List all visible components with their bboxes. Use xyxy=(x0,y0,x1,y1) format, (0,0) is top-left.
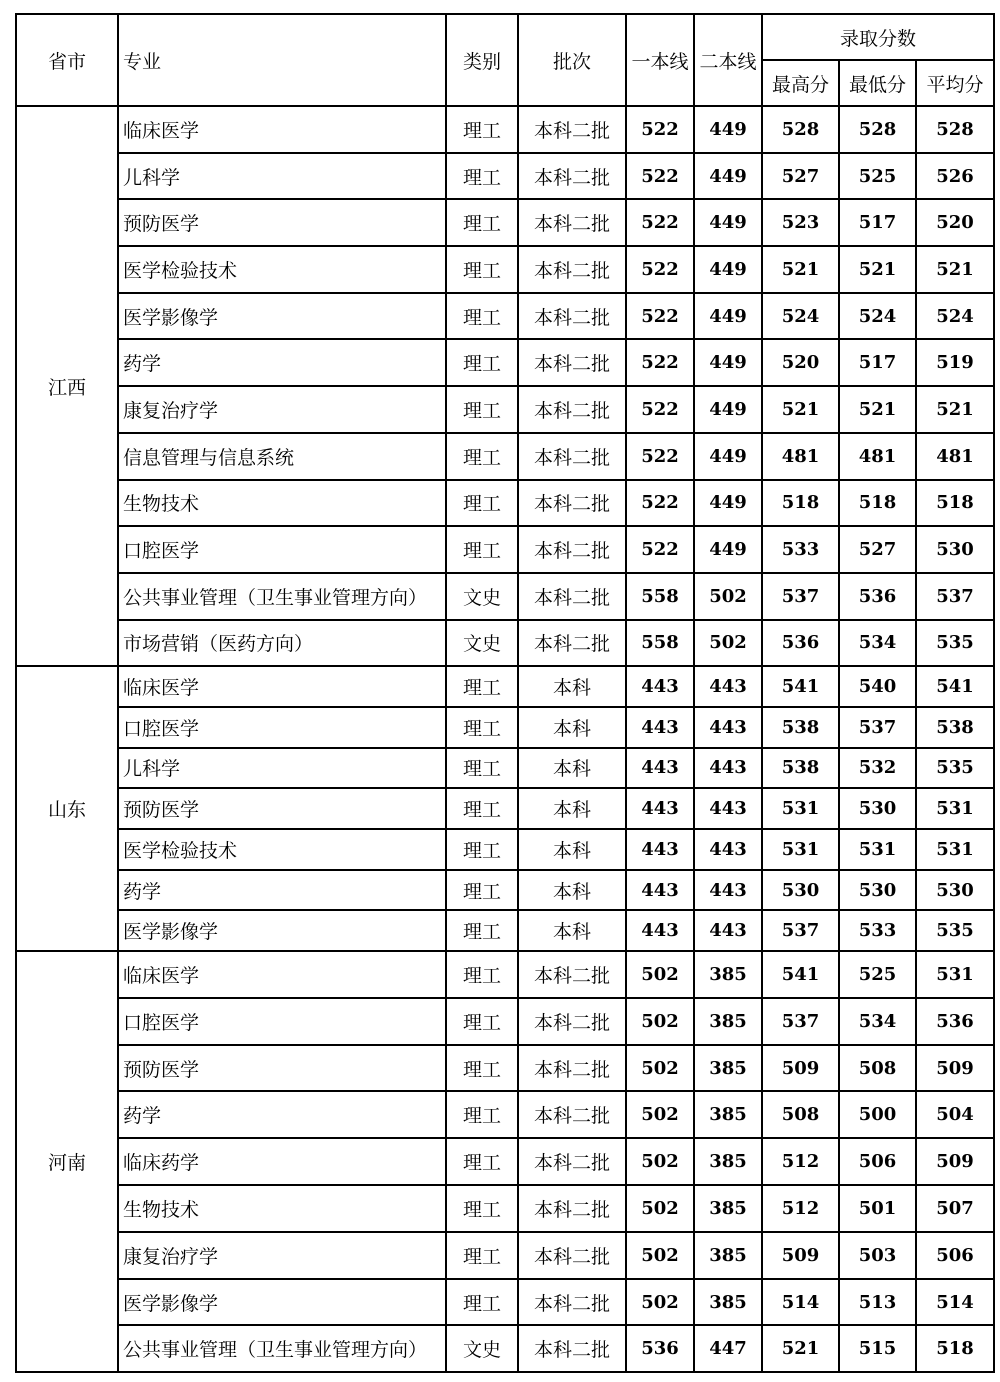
cell-line1: 502 xyxy=(626,998,694,1045)
cell-line2: 443 xyxy=(694,666,762,707)
cell-batch: 本科二批 xyxy=(518,526,626,573)
cell-line2: 443 xyxy=(694,870,762,911)
cell-max: 537 xyxy=(762,573,839,620)
table-row xyxy=(16,526,994,573)
cell-min: 503 xyxy=(839,1232,916,1279)
cell-batch: 本科二批 xyxy=(518,1091,626,1138)
table-row xyxy=(16,1185,994,1232)
cell-avg: 530 xyxy=(916,870,994,911)
cell-line1: 536 xyxy=(626,1325,694,1372)
cell-category: 理工 xyxy=(446,870,518,911)
cell-line2: 447 xyxy=(694,1325,762,1372)
cell-batch: 本科二批 xyxy=(518,433,626,480)
cell-batch: 本科二批 xyxy=(518,951,626,998)
cell-max: 538 xyxy=(762,748,839,789)
cell-category: 理工 xyxy=(446,153,518,200)
header-max: 最高分 xyxy=(762,60,839,106)
cell-min: 536 xyxy=(839,573,916,620)
cell-min: 531 xyxy=(839,829,916,870)
cell-max: 518 xyxy=(762,480,839,527)
table-row xyxy=(16,1232,994,1279)
cell-line1: 522 xyxy=(626,246,694,293)
cell-batch: 本科二批 xyxy=(518,1185,626,1232)
cell-category: 理工 xyxy=(446,951,518,998)
cell-batch: 本科二批 xyxy=(518,1325,626,1372)
cell-line1: 502 xyxy=(626,1091,694,1138)
admission-scores-table xyxy=(15,13,995,1373)
cell-max: 521 xyxy=(762,386,839,433)
cell-batch: 本科二批 xyxy=(518,106,626,153)
cell-major: 医学检验技术 xyxy=(118,829,446,870)
table-row xyxy=(16,1091,994,1138)
cell-avg: 531 xyxy=(916,829,994,870)
cell-max: 512 xyxy=(762,1138,839,1185)
table-row xyxy=(16,573,994,620)
cell-line1: 443 xyxy=(626,910,694,951)
table-row xyxy=(16,748,994,789)
cell-batch: 本科 xyxy=(518,666,626,707)
cell-province: 江西 xyxy=(16,106,118,666)
cell-line2: 443 xyxy=(694,829,762,870)
cell-line1: 522 xyxy=(626,339,694,386)
cell-line2: 449 xyxy=(694,153,762,200)
cell-avg: 535 xyxy=(916,910,994,951)
table-row xyxy=(16,707,994,748)
cell-category: 理工 xyxy=(446,199,518,246)
cell-max: 533 xyxy=(762,526,839,573)
cell-max: 531 xyxy=(762,829,839,870)
cell-min: 525 xyxy=(839,951,916,998)
cell-min: 540 xyxy=(839,666,916,707)
cell-line1: 522 xyxy=(626,433,694,480)
table-row xyxy=(16,1045,994,1092)
table-row xyxy=(16,951,994,998)
cell-batch: 本科二批 xyxy=(518,386,626,433)
header-major: 专业 xyxy=(118,14,446,106)
cell-major: 医学影像学 xyxy=(118,293,446,340)
cell-min: 517 xyxy=(839,199,916,246)
cell-avg: 538 xyxy=(916,707,994,748)
cell-max: 541 xyxy=(762,666,839,707)
cell-max: 536 xyxy=(762,620,839,667)
table-row xyxy=(16,293,994,340)
cell-category: 理工 xyxy=(446,246,518,293)
cell-avg: 541 xyxy=(916,666,994,707)
cell-major: 药学 xyxy=(118,339,446,386)
cell-category: 理工 xyxy=(446,1279,518,1326)
cell-line2: 385 xyxy=(694,1185,762,1232)
table-row xyxy=(16,386,994,433)
cell-major: 医学检验技术 xyxy=(118,246,446,293)
table-row xyxy=(16,1325,994,1372)
cell-max: 531 xyxy=(762,788,839,829)
cell-avg: 509 xyxy=(916,1045,994,1092)
cell-major: 市场营销（医药方向） xyxy=(118,620,446,667)
cell-line1: 522 xyxy=(626,480,694,527)
cell-min: 500 xyxy=(839,1091,916,1138)
cell-max: 528 xyxy=(762,106,839,153)
cell-max: 537 xyxy=(762,910,839,951)
cell-category: 理工 xyxy=(446,1091,518,1138)
cell-province: 山东 xyxy=(16,666,118,951)
cell-major: 临床医学 xyxy=(118,951,446,998)
cell-min: 534 xyxy=(839,998,916,1045)
table-row xyxy=(16,1279,994,1326)
table-row xyxy=(16,433,994,480)
header-scores-group: 录取分数 xyxy=(762,14,994,60)
cell-line2: 449 xyxy=(694,106,762,153)
table-body xyxy=(16,106,994,1372)
cell-category: 文史 xyxy=(446,1325,518,1372)
cell-batch: 本科二批 xyxy=(518,199,626,246)
cell-max: 509 xyxy=(762,1232,839,1279)
cell-batch: 本科二批 xyxy=(518,1045,626,1092)
table-row xyxy=(16,153,994,200)
table-row xyxy=(16,666,994,707)
cell-min: 515 xyxy=(839,1325,916,1372)
cell-batch: 本科二批 xyxy=(518,293,626,340)
cell-line2: 502 xyxy=(694,573,762,620)
cell-avg: 524 xyxy=(916,293,994,340)
cell-category: 文史 xyxy=(446,573,518,620)
cell-category: 理工 xyxy=(446,386,518,433)
cell-line2: 385 xyxy=(694,1045,762,1092)
cell-min: 527 xyxy=(839,526,916,573)
cell-major: 康复治疗学 xyxy=(118,386,446,433)
cell-line2: 449 xyxy=(694,386,762,433)
cell-max: 523 xyxy=(762,199,839,246)
cell-min: 533 xyxy=(839,910,916,951)
cell-line1: 502 xyxy=(626,1045,694,1092)
cell-avg: 526 xyxy=(916,153,994,200)
cell-line1: 502 xyxy=(626,1185,694,1232)
cell-line2: 449 xyxy=(694,433,762,480)
table-row xyxy=(16,480,994,527)
table-row xyxy=(16,788,994,829)
header-line1: 一本线 xyxy=(626,14,694,106)
cell-category: 理工 xyxy=(446,1045,518,1092)
cell-line1: 443 xyxy=(626,788,694,829)
cell-major: 药学 xyxy=(118,870,446,911)
cell-avg: 535 xyxy=(916,748,994,789)
cell-max: 514 xyxy=(762,1279,839,1326)
table-row xyxy=(16,829,994,870)
cell-batch: 本科二批 xyxy=(518,1138,626,1185)
cell-max: 537 xyxy=(762,998,839,1045)
cell-line1: 502 xyxy=(626,1232,694,1279)
cell-batch: 本科二批 xyxy=(518,998,626,1045)
cell-line1: 502 xyxy=(626,1279,694,1326)
cell-max: 521 xyxy=(762,1325,839,1372)
cell-line1: 522 xyxy=(626,526,694,573)
cell-max: 521 xyxy=(762,246,839,293)
cell-line2: 443 xyxy=(694,788,762,829)
cell-major: 药学 xyxy=(118,1091,446,1138)
cell-category: 理工 xyxy=(446,829,518,870)
cell-batch: 本科 xyxy=(518,788,626,829)
cell-category: 理工 xyxy=(446,293,518,340)
table-row xyxy=(16,106,994,153)
table-row xyxy=(16,339,994,386)
cell-min: 501 xyxy=(839,1185,916,1232)
cell-line2: 385 xyxy=(694,1091,762,1138)
cell-batch: 本科二批 xyxy=(518,1232,626,1279)
cell-min: 518 xyxy=(839,480,916,527)
cell-major: 儿科学 xyxy=(118,153,446,200)
cell-line2: 449 xyxy=(694,339,762,386)
cell-line1: 558 xyxy=(626,620,694,667)
cell-category: 理工 xyxy=(446,910,518,951)
cell-avg: 530 xyxy=(916,526,994,573)
cell-min: 530 xyxy=(839,788,916,829)
cell-min: 525 xyxy=(839,153,916,200)
cell-max: 512 xyxy=(762,1185,839,1232)
cell-category: 理工 xyxy=(446,1232,518,1279)
cell-category: 理工 xyxy=(446,1185,518,1232)
cell-avg: 514 xyxy=(916,1279,994,1326)
cell-min: 521 xyxy=(839,246,916,293)
cell-category: 理工 xyxy=(446,433,518,480)
table-row xyxy=(16,246,994,293)
cell-avg: 506 xyxy=(916,1232,994,1279)
cell-line2: 449 xyxy=(694,293,762,340)
cell-batch: 本科二批 xyxy=(518,620,626,667)
cell-line2: 449 xyxy=(694,480,762,527)
cell-max: 508 xyxy=(762,1091,839,1138)
cell-avg: 521 xyxy=(916,386,994,433)
cell-avg: 481 xyxy=(916,433,994,480)
cell-line1: 502 xyxy=(626,1138,694,1185)
cell-max: 524 xyxy=(762,293,839,340)
cell-category: 理工 xyxy=(446,788,518,829)
cell-avg: 536 xyxy=(916,998,994,1045)
cell-major: 预防医学 xyxy=(118,199,446,246)
cell-batch: 本科二批 xyxy=(518,339,626,386)
cell-line1: 443 xyxy=(626,748,694,789)
cell-line2: 385 xyxy=(694,951,762,998)
cell-avg: 518 xyxy=(916,1325,994,1372)
cell-min: 506 xyxy=(839,1138,916,1185)
cell-major: 公共事业管理（卫生事业管理方向） xyxy=(118,573,446,620)
cell-line1: 443 xyxy=(626,829,694,870)
cell-max: 527 xyxy=(762,153,839,200)
cell-line1: 522 xyxy=(626,386,694,433)
cell-batch: 本科 xyxy=(518,870,626,911)
cell-major: 儿科学 xyxy=(118,748,446,789)
cell-major: 医学影像学 xyxy=(118,1279,446,1326)
cell-category: 理工 xyxy=(446,748,518,789)
cell-min: 528 xyxy=(839,106,916,153)
cell-max: 538 xyxy=(762,707,839,748)
cell-max: 509 xyxy=(762,1045,839,1092)
cell-line2: 385 xyxy=(694,1138,762,1185)
cell-major: 口腔医学 xyxy=(118,707,446,748)
cell-avg: 520 xyxy=(916,199,994,246)
cell-avg: 519 xyxy=(916,339,994,386)
cell-min: 521 xyxy=(839,386,916,433)
cell-max: 530 xyxy=(762,870,839,911)
cell-line1: 522 xyxy=(626,199,694,246)
cell-major: 生物技术 xyxy=(118,480,446,527)
cell-min: 513 xyxy=(839,1279,916,1326)
header-province: 省市 xyxy=(16,14,118,106)
cell-avg: 507 xyxy=(916,1185,994,1232)
cell-avg: 531 xyxy=(916,788,994,829)
cell-max: 541 xyxy=(762,951,839,998)
cell-line2: 449 xyxy=(694,526,762,573)
cell-category: 理工 xyxy=(446,480,518,527)
cell-min: 517 xyxy=(839,339,916,386)
cell-min: 534 xyxy=(839,620,916,667)
header-avg: 平均分 xyxy=(916,60,994,106)
cell-max: 481 xyxy=(762,433,839,480)
cell-major: 临床医学 xyxy=(118,666,446,707)
cell-major: 生物技术 xyxy=(118,1185,446,1232)
cell-line2: 385 xyxy=(694,998,762,1045)
cell-major: 公共事业管理（卫生事业管理方向） xyxy=(118,1325,446,1372)
cell-avg: 518 xyxy=(916,480,994,527)
cell-avg: 528 xyxy=(916,106,994,153)
cell-line2: 385 xyxy=(694,1279,762,1326)
cell-min: 524 xyxy=(839,293,916,340)
table-row xyxy=(16,1138,994,1185)
cell-max: 520 xyxy=(762,339,839,386)
cell-min: 532 xyxy=(839,748,916,789)
table-row xyxy=(16,199,994,246)
cell-major: 康复治疗学 xyxy=(118,1232,446,1279)
cell-avg: 537 xyxy=(916,573,994,620)
cell-min: 537 xyxy=(839,707,916,748)
cell-category: 文史 xyxy=(446,620,518,667)
cell-batch: 本科 xyxy=(518,829,626,870)
cell-batch: 本科二批 xyxy=(518,480,626,527)
cell-line1: 522 xyxy=(626,153,694,200)
cell-line1: 558 xyxy=(626,573,694,620)
cell-avg: 535 xyxy=(916,620,994,667)
cell-line1: 443 xyxy=(626,707,694,748)
cell-batch: 本科二批 xyxy=(518,246,626,293)
cell-category: 理工 xyxy=(446,526,518,573)
table-row xyxy=(16,910,994,951)
cell-major: 临床药学 xyxy=(118,1138,446,1185)
header-line2: 二本线 xyxy=(694,14,762,106)
header-batch: 批次 xyxy=(518,14,626,106)
cell-min: 530 xyxy=(839,870,916,911)
cell-line1: 443 xyxy=(626,666,694,707)
table-row xyxy=(16,870,994,911)
cell-major: 口腔医学 xyxy=(118,526,446,573)
cell-avg: 509 xyxy=(916,1138,994,1185)
table-row xyxy=(16,620,994,667)
cell-category: 理工 xyxy=(446,666,518,707)
cell-category: 理工 xyxy=(446,1138,518,1185)
cell-line2: 502 xyxy=(694,620,762,667)
cell-line2: 443 xyxy=(694,748,762,789)
cell-major: 口腔医学 xyxy=(118,998,446,1045)
table-row xyxy=(16,998,994,1045)
cell-line1: 443 xyxy=(626,870,694,911)
cell-category: 理工 xyxy=(446,339,518,386)
cell-batch: 本科 xyxy=(518,910,626,951)
cell-category: 理工 xyxy=(446,707,518,748)
cell-avg: 531 xyxy=(916,951,994,998)
cell-major: 临床医学 xyxy=(118,106,446,153)
cell-line2: 385 xyxy=(694,1232,762,1279)
cell-line2: 449 xyxy=(694,199,762,246)
cell-major: 信息管理与信息系统 xyxy=(118,433,446,480)
cell-batch: 本科二批 xyxy=(518,1279,626,1326)
cell-min: 481 xyxy=(839,433,916,480)
cell-major: 医学影像学 xyxy=(118,910,446,951)
cell-batch: 本科 xyxy=(518,748,626,789)
cell-line2: 449 xyxy=(694,246,762,293)
cell-min: 508 xyxy=(839,1045,916,1092)
cell-major: 预防医学 xyxy=(118,788,446,829)
cell-province: 河南 xyxy=(16,951,118,1372)
cell-line1: 522 xyxy=(626,293,694,340)
cell-batch: 本科 xyxy=(518,707,626,748)
cell-line1: 522 xyxy=(626,106,694,153)
cell-line2: 443 xyxy=(694,707,762,748)
cell-line1: 502 xyxy=(626,951,694,998)
cell-category: 理工 xyxy=(446,998,518,1045)
cell-avg: 521 xyxy=(916,246,994,293)
cell-batch: 本科二批 xyxy=(518,573,626,620)
cell-category: 理工 xyxy=(446,106,518,153)
cell-batch: 本科二批 xyxy=(518,153,626,200)
header-category: 类别 xyxy=(446,14,518,106)
header-min: 最低分 xyxy=(839,60,916,106)
cell-line2: 443 xyxy=(694,910,762,951)
cell-avg: 504 xyxy=(916,1091,994,1138)
cell-major: 预防医学 xyxy=(118,1045,446,1092)
